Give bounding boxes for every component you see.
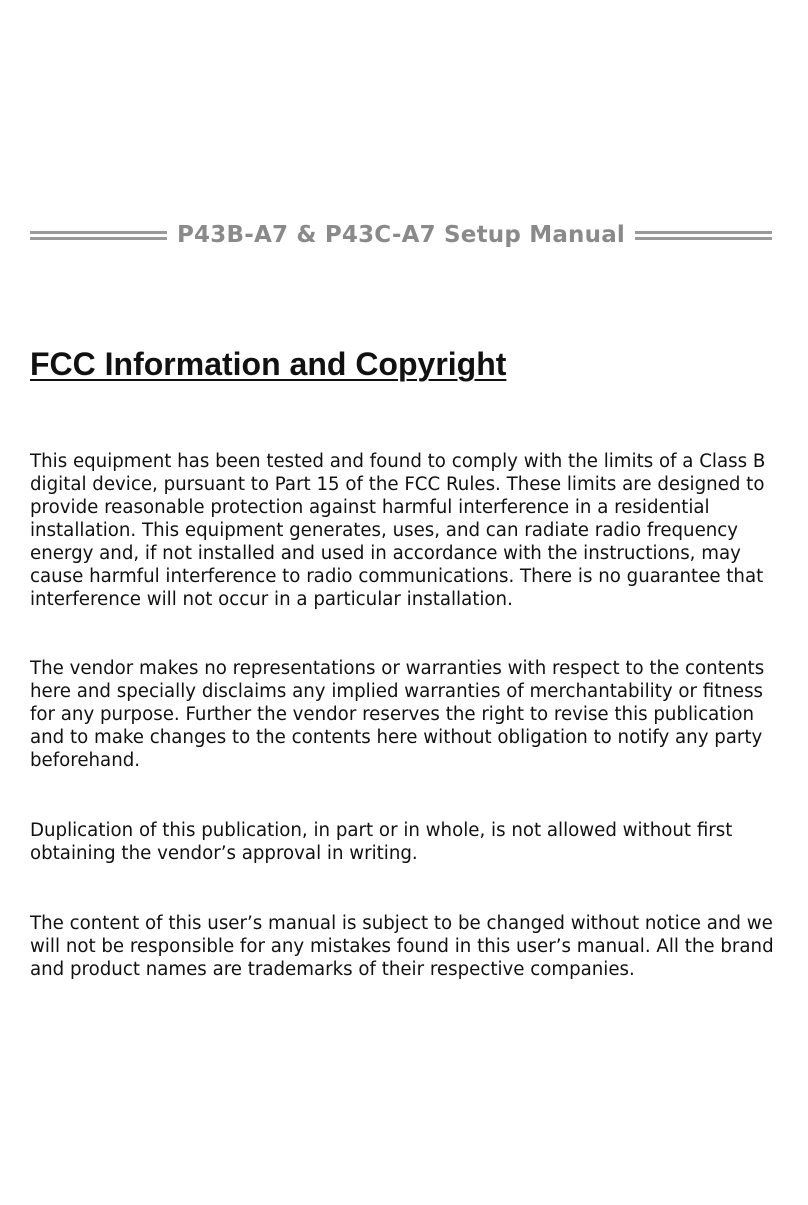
running-header: [30, 218, 772, 252]
header-rule-right: [635, 231, 772, 240]
running-header-title: P43B-A7 & P43C-A7 Setup Manual: [177, 222, 626, 248]
header-rule-line: [635, 231, 772, 234]
section-title: FCC Information and Copyright: [30, 346, 507, 382]
fcc-compliance-paragraph: This equipment has been tested and found to comply with the limits of a Class B digital device, pursuant to Part 15 of the FCC Rules. These limits are designed to provide reasonable protection against harmful interference in a residential installation. This equipment generates, uses, and can radiate radio frequency energy and, if not installed and used in accordance with the instructions, may cause harmful interference to radio communications. There is no guarantee that interference will not occur in a particular installation.: [30, 451, 766, 610]
trademark-paragraph: The content of this user’s manual is subject to be changed without notice and we will not be responsible for any mistakes found in this user’s manual. All the brand and product names are trademarks of their respective companies.: [30, 913, 774, 980]
header-rule-line: [635, 237, 772, 240]
warranty-disclaimer-paragraph: The vendor makes no representations or warranties with respect to the contents here and specially disclaims any implied warranties of merchantability or fitness for any purpose. Further the vendor reserves the right to revise this publication and to make changes to the contents here without obligation to notify any party beforehand.: [30, 658, 765, 771]
header-rule-left: [30, 231, 167, 240]
duplication-paragraph: Duplication of this publication, in part or in whole, is not allowed without first obtaining the vendor’s approval in writing.: [30, 820, 733, 864]
header-rule-line: [30, 237, 167, 240]
header-rule-line: [30, 231, 167, 234]
